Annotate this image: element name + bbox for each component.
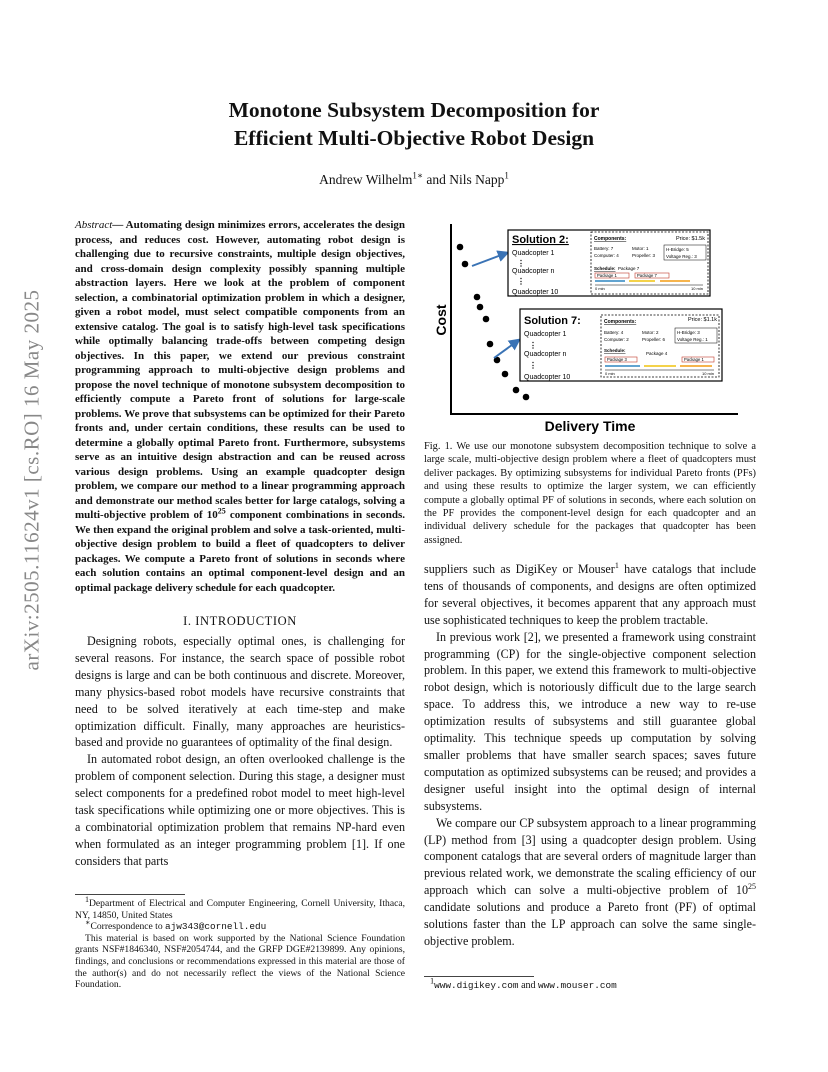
pareto-point <box>523 394 530 401</box>
right-paragraph-1-b: have catalogs that include tens of thousands of components, and designs are often optimized for several objectives, it becomes apparent that any approach must use sophisticated techniques to keep the problem tractable. <box>424 562 757 627</box>
abstract-label: Abstract <box>75 219 113 231</box>
component: H-Bridge: 5 <box>666 247 689 252</box>
solution-2-q10: Quadcopter 10 <box>512 289 559 296</box>
arxiv-stamp-text: arXiv:2505.11624v1 [cs.RO] 16 May 2025 <box>19 289 44 671</box>
footnote-affiliation <box>75 894 405 921</box>
arrow-solution-7 <box>494 342 516 358</box>
mouser-link[interactable]: www.mouser.com <box>538 980 617 991</box>
caption-label: Fig. 1. <box>424 441 453 452</box>
schedule-package: Package 7 <box>618 266 640 271</box>
footnote-correspondence <box>75 918 405 933</box>
pareto-point <box>462 261 469 268</box>
component: Motor: 2 <box>642 330 659 335</box>
schedule-package: Package 7 <box>637 273 657 278</box>
section-heading: I. INTRODUCTION <box>183 614 297 628</box>
time-start: 0 min <box>605 371 615 376</box>
pareto-point <box>474 294 481 301</box>
solution-2-title: Solution 2: <box>512 234 569 246</box>
solution-7-q10: Quadcopter 10 <box>524 374 571 381</box>
figure-1 <box>420 222 760 440</box>
abstract-text-2: component combinations in seconds. We then expand the original problem and solve a task-oriented, multi-objective design problem to build a fleet of quadcopters to deliver packages. We compute a Pareto front of solutions in seconds where each solution contains an optimal component-level design and an optimal package delivery schedule for each quadcopter. <box>75 509 405 594</box>
paper-title <box>100 96 728 152</box>
correspondence-email[interactable]: ajw343@cornell.edu <box>165 921 267 933</box>
dots: ⋮ <box>529 341 537 350</box>
component: Motor: 1 <box>632 246 649 251</box>
solution-2-price: Price: $1.5k <box>675 236 705 242</box>
title-line-2: Efficient Multi-Objective Robot Design <box>233 126 595 150</box>
right-paragraph-3-b: candidate solutions and produce a Pareto front (PF) of optimal solutions faster than the LP approach can solve the same single-objective problem. <box>424 900 756 948</box>
author-1-sup: 1∗ <box>412 170 424 181</box>
component: Voltage Reg.: 3 <box>666 254 697 259</box>
component: H-Bridge: 3 <box>677 330 700 335</box>
x-axis-label: Delivery Time <box>544 418 636 434</box>
arrow-solution-2 <box>472 254 504 266</box>
solution-7-q1: Quadcopter 1 <box>524 331 567 338</box>
pareto-point <box>487 341 494 348</box>
right-column <box>424 561 756 950</box>
component: Computer: 2 <box>604 337 629 342</box>
schedule-package: Package 1 <box>597 273 617 278</box>
footnote-ref: 1 <box>614 560 619 570</box>
footnote-correspondence-text: Correspondence to <box>90 921 166 933</box>
footnote-affiliation-sup: 1 <box>85 894 89 904</box>
solution-7-title: Solution 7: <box>524 315 581 327</box>
component: Propeller: 6 <box>642 337 666 342</box>
component: Computer: 4 <box>594 253 619 258</box>
intro-paragraph-2: In automated robot design, an often overlooked challenge is the problem of component selection. During this stage, a designer must select components for a predefined robot model to meet high-level task specifications while optimizing one or more objectives. This is a combinatorial optimization problem that remains NP-hard even when formulated as an integer programming problem [1]. If one considers that parts <box>75 752 405 868</box>
component: Battery: 7 <box>594 246 614 251</box>
author-2-sup: 1 <box>504 170 509 181</box>
abstract <box>75 218 405 595</box>
footnote-rule <box>75 894 185 895</box>
time-end: 10 min <box>690 286 703 291</box>
schedule-package: Package 4 <box>646 351 668 356</box>
exponent: 25 <box>748 882 756 892</box>
solution-7-components-label: Components: <box>604 319 637 325</box>
time-start: 0 min <box>595 286 605 291</box>
footnote-right <box>430 976 617 991</box>
abstract-exponent: 25 <box>217 506 226 516</box>
pareto-point <box>457 244 464 251</box>
right-paragraph-2: In previous work [2], we presented a framework using constraint programming (CP) for the single-objective component selection problem. In this paper, we extend this framework to multi-objective robot design, which is notoriously difficult due to the large search space. To address this, we introduce a new way to re-use optimization results of subsystems and still guarantee global optimality. This technique speeds up computation by solving smaller problems that have smaller search spaces; saves future computation as optimized subsystems can be reused; and provides a designer useful insight into the optimal design of internal subsystems. <box>424 629 756 813</box>
arxiv-stamp <box>12 289 52 671</box>
footnote-affiliation-text: Department of Electrical and Computer Engineering, Cornell University, Ithaca, NY, 14850, United States <box>75 898 405 921</box>
solution-7-qn: Quadcopter n <box>524 351 567 358</box>
y-axis-label: Cost <box>433 304 449 336</box>
schedule-label: Schedule: <box>604 348 626 353</box>
component: Voltage Reg.: 1 <box>677 337 708 342</box>
footnote-right-sup: 1 <box>430 976 435 986</box>
solution-7-box <box>520 309 722 381</box>
solution-2-box <box>508 230 710 296</box>
pareto-point <box>513 387 520 394</box>
footnote-rule-right <box>424 976 534 977</box>
author-1: Andrew Wilhelm <box>319 172 413 187</box>
intro-paragraph-1: Designing robots, especially optimal ones, is challenging for several reasons. For instance, the search space of possible robot designs is large and can be both continuous and discrete. Moreover, many physics-based robot models have recursive constraints that need to be solved iteratively at each time-step and make optimization difficult. Finally, many approaches are heuristics-based and provide no guarantees of optimality of the final design. <box>75 634 405 750</box>
solution-7-price: Price: $1.1k <box>687 317 717 323</box>
digikey-link[interactable]: www.digikey.com <box>434 980 519 991</box>
solution-2-q1: Quadcopter 1 <box>512 250 555 257</box>
right-paragraph-3-a: We compare our CP subsystem approach to a linear programming (LP) method from [3] using a quadcopter design problem. Using component catalogs that are several orders of magnitude larger than previous related work, we demonstrate the scaling efficiency of our approach which can solve a multi-objective problem of 10 <box>424 815 756 898</box>
footnote-correspondence-sup: ∗ <box>85 918 91 927</box>
footnote-and: and <box>518 980 539 991</box>
footnote-funding: This material is based on work supported by the National Science Foundation grants NSF#1846340, NSF#2054744, and the GRFP DGE#2139899. Any opinions, findings, and conclusions or recommendations expressed in this material are those of the author(s) and do not necessarily reflect the views of the National Science Foundation. <box>75 932 405 991</box>
pareto-point <box>502 371 509 378</box>
intro-column <box>75 633 405 870</box>
footnotes-left <box>75 894 405 991</box>
pareto-point <box>483 316 490 323</box>
schedule-package: Package 1 <box>684 357 704 362</box>
authors <box>100 172 728 188</box>
right-paragraph-1 <box>424 561 756 629</box>
schedule-package: Package 3 <box>607 357 627 362</box>
schedule-label: Schedule: <box>594 266 616 271</box>
pareto-point <box>477 304 484 311</box>
solution-2-components-label: Components: <box>594 236 627 242</box>
solution-2-qn: Quadcopter n <box>512 268 555 275</box>
time-end: 10 min <box>701 371 714 376</box>
dots: ⋮ <box>529 361 537 370</box>
title-line-1: Monotone Subsystem Decomposition for <box>228 98 600 122</box>
caption-text: We use our monotone subsystem decomposition technique to solve a large scale, multi-objective design problem where a fleet of quadcopters must deliver packages. By optimizing subsystems for individual Pareto fronts (PFs) and using these results to optimize the larger system, we can efficiently compute a globally optimal PF of solutions in seconds, where each solution on the PF provides the component-level design for each quadcopter and an individual delivery schedule for the packages that quadcopter has been assigned. <box>424 441 756 546</box>
dots: ⋮ <box>517 277 525 286</box>
right-paragraph-1-a: suppliers such as DigiKey or Mouser <box>424 562 615 576</box>
abstract-text: — Automating design minimizes errors, accelerates the design process, and reduces cost. However, automating robot design is challenging due to recursive constraints, multiple design objectives, and cross-domain design complexity possibly spanning multiple abstraction layers. Here we look at the problem of component selection, a combinatorial optimization problem in which a designer, given a robot model, must select compatible components from an extensive catalog. The goal is to satisfy high-level task specifications while optimally balancing trade-offs between competing design objectives. In this paper, we extend our previous constraint programming approach to multi-objective design problems and propose the novel technique of monotone subsystem decomposition to efficiently compute a Pareto front of solutions for large-scale problems. We prove that subsystems can be optimized for their Pareto fronts and, under certain conditions, these results can be used to determine a globally optimal Pareto front. Furthermore, subsystems serve as an intuitive design abstraction and can be reused across various design problems. Using an example quadcopter design problem, we compare our method to a linear programming approach and demonstrate our method scales better for large catalogs, solving a multi-objective problem of 10 <box>75 219 405 521</box>
component: Battery: 4 <box>604 330 624 335</box>
component: Propeller: 3 <box>632 253 656 258</box>
dots: ⋮ <box>517 259 525 268</box>
figure-caption <box>424 440 756 547</box>
right-paragraph-3 <box>424 815 756 950</box>
author-and: and Nils Napp <box>423 172 505 187</box>
